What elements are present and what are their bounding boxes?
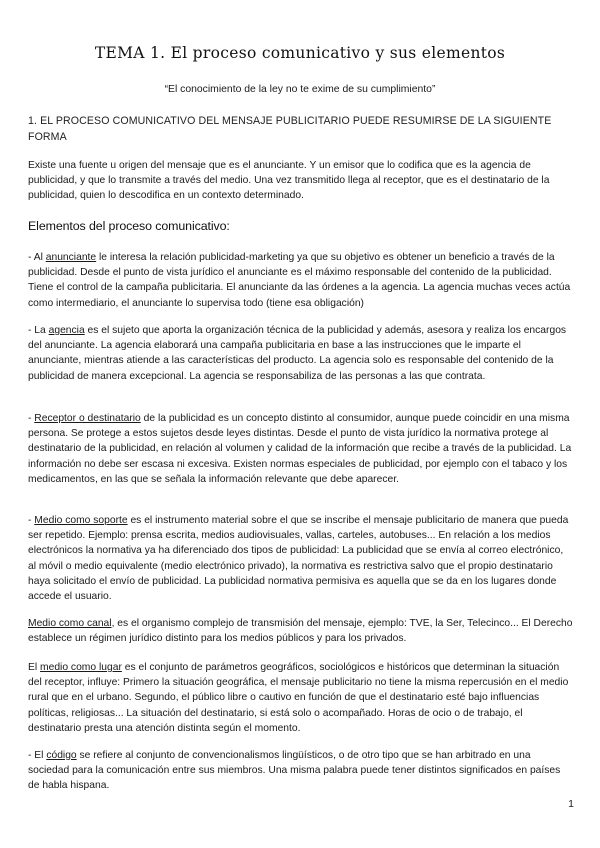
paragraph-prefix: - El	[28, 750, 47, 761]
epigraph-quote: “El conocimiento de la ley no te exime de su cumplimiento”	[164, 84, 436, 95]
paragraph-body: es el instrumento material sobre el que se inscribe el mensaje publicitario de manera que pueda ser repetido. Ejemplo: prensa escrita, medios audiovisuales, vallas, carteles, autobuses... En relación a los medios electrónicos la normativa ya ha diferenciado dos tipos de publicidad: La publicidad que se envía al correo electrónico, al móvil o medio equivalente (medio electrónico privado), la normativa es restrictiva salvo que el propio destinatario haya solicitado el envío de publicidad. La publicidad normativa permisiva es aquella que se da en los lugares donde accede el usuario.	[28, 515, 569, 603]
elements-section-title: Elementos del proceso comunicativo:	[28, 219, 230, 233]
element-paragraph-anunciante	[28, 250, 574, 311]
element-paragraph-receptor	[28, 411, 574, 487]
paragraph-prefix: - La	[28, 325, 49, 336]
term-medio-lugar: medio como lugar	[40, 662, 122, 673]
term-agencia: agencia	[48, 325, 85, 336]
paragraph-prefix: El	[28, 662, 41, 673]
paragraph-prefix: -	[28, 413, 35, 424]
term-medio-canal: Medio como canal	[28, 618, 112, 629]
element-paragraph-agencia	[28, 323, 574, 384]
document-title: TEMA 1. El proceso comunicativo y sus elementos	[94, 44, 506, 62]
paragraph-body: , es el organismo complejo de transmisión del mensaje, ejemplo: TVE, la Ser, Telecinco... El Derecho establece un régimen jurídico distinto para los medios públicos y para los privados.	[28, 618, 573, 645]
element-paragraph-medio-lugar	[28, 660, 574, 736]
paragraph-body: es el conjunto de parámetros geográficos, sociológicos e históricos que determinan la situación del receptor, influye: Primero la situación geográfica, el mensaje publicitario no tiene la misma repercusión en el medio rural que en el urbano. Segundo, el público libre o cautivo en función de que el destinatario esté bajo influencias políticas, religiosas... La situación del destinatario, si está solo o acompañado. Horas de ocio o de trabajo, el destinatario presta una atención distinta según el momento.	[28, 662, 569, 734]
element-paragraph-medio-soporte	[28, 513, 574, 604]
element-paragraph-medio-canal	[28, 616, 574, 646]
term-medio-soporte: Medio como soporte	[34, 515, 128, 526]
paragraph-body: le interesa la relación publicidad-marketing ya que su objetivo es obtener un beneficio a través de la publicidad. Desde el punto de vista jurídico el anunciante es el máximo responsable del contenido de la publicidad. Tiene el control de la campaña publicitaria. El anunciante da las órdenes a la agencia. La agencia muchas veces actúa como intermediario, el anunciante lo supervisa todo (tiene esa obligación)	[28, 252, 571, 309]
paragraph-body: de la publicidad es un concepto distinto al consumidor, aunque puede coincidir en una misma persona. Se protege a estos sujetos desde leyes distintas. Desde el punto de vista jurídico la normativa protege al destinatario de la publicidad, en relación al volumen y calidad de la información que recibe a través de la publicidad. La información no debe ser escasa ni excesiva. Existen normas especiales de publicidad, por ejemplo con el tabaco y los medicamentos, en las que se señala la información relevante que debe aparecer.	[28, 413, 572, 485]
intro-paragraph: Existe una fuente u origen del mensaje que es el anunciante. Y un emisor que lo codifica que es la agencia de publicidad, y que lo transmite a través del medio. Una vez transmitido llega al receptor, que es el destinatario de la publicidad, quien lo descodifica en un contexto determinado.	[28, 160, 550, 202]
term-anunciante: anunciante	[45, 252, 97, 263]
term-codigo: código	[46, 750, 77, 761]
paragraph-prefix: - Al	[28, 252, 46, 263]
paragraph-prefix: -	[28, 515, 35, 526]
term-receptor: Receptor o destinatario	[34, 413, 141, 424]
element-paragraph-codigo	[28, 748, 574, 794]
section-heading: 1. EL PROCESO COMUNICATIVO DEL MENSAJE PUBLICITARIO PUEDE RESUMIRSE DE LA SIGUIENTE FORMA	[28, 115, 552, 143]
paragraph-body: se refiere al conjunto de convencionalismos lingüísticos, o de otro tipo que se han arbitrado en una sociedad para la comunicación entre sus miembros. Una misma palabra puede tener distintos significados en países de habla hispana.	[28, 750, 561, 792]
page-number: 1	[568, 798, 574, 810]
paragraph-body: es el sujeto que aporta la organización técnica de la publicidad y además, asesora y realiza los encargos del anunciante. La agencia elaborará una campaña publicitaria en base a las instrucciones que le imparte el anunciante, mientras atiende a las características del producto. La agencia solo es responsable del contenido de la publicidad de manera excepcional. La agencia se responsabiliza de las personas a las que contrata.	[28, 325, 567, 382]
